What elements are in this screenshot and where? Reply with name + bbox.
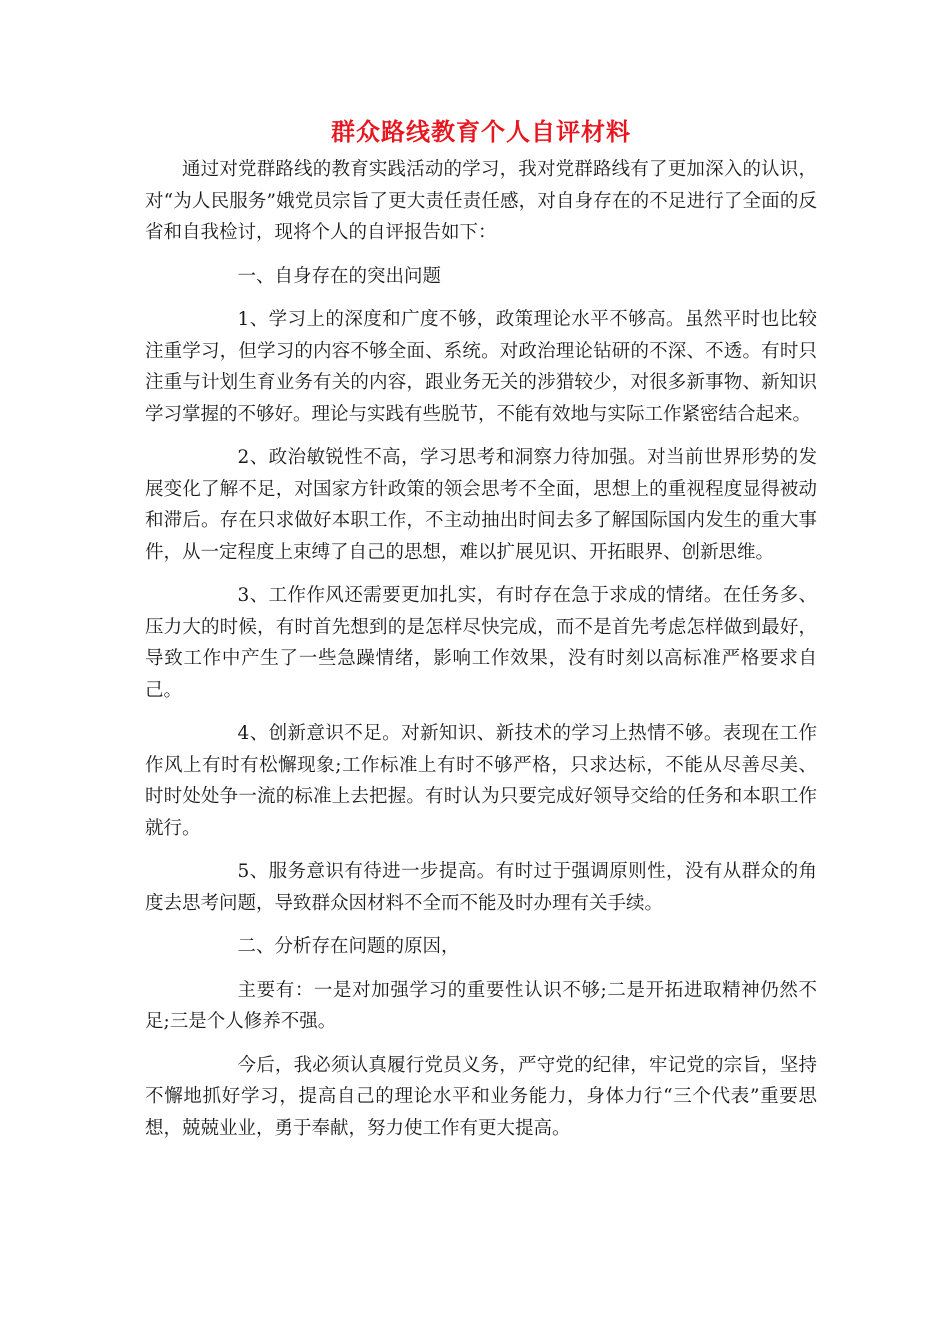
document-page xyxy=(145,112,817,1156)
paragraph-causes: 主要有：一是对加强学习的重要性认识不够;二是开拓进取精神仍然不足;三是个人修养不强。 xyxy=(145,979,817,1032)
paragraph-conclusion: 今后，我必须认真履行党员义务，严守党的纪律，牢记党的宗旨，坚持不懈地抓好学习，提高自己的理论水平和业务能力，身体力行“三个代表”重要思想，兢兢业业，勇于奉献，努力使工作有更大提高。 xyxy=(145,1054,817,1139)
paragraph-problem-2: 2、政治敏锐性不高，学习思考和洞察力待加强。对当前世界形势的发展变化了解不足，对国家方针政策的领会思考不全面，思想上的重视程度显得被动和滞后。存在只求做好本职工作，不主动抽出时间去多了解国际国内发生的重大事件，从一定程度上束缚了自己的思想，难以扩展见识、开拓眼界、创新思维。 xyxy=(145,447,817,563)
document-title: 群众路线教育个人自评材料 xyxy=(331,118,631,146)
paragraph-intro: 通过对党群路线的教育实践活动的学习，我对党群路线有了更加深入的认识，对“为人民服务”娥党员宗旨了更大责任责任感，对自身存在的不足进行了全面的反省和自我检讨，现将个人的自评报告如下： xyxy=(145,159,817,243)
paragraph-problem-1: 1、学习上的深度和广度不够，政策理论水平不够高。虽然平时也比较注重学习，但学习的内容不够全面、系统。对政治理论钻研的不深、不透。有时只注重与计划生育业务有关的内容，跟业务无关的涉猎较少，对很多新事物、新知识学习掌握的不够好。理论与实践有些脱节，不能有效地与实际工作紧密结合起来。 xyxy=(145,309,817,425)
paragraph-problem-3: 3、工作作风还需要更加扎实，有时存在急于求成的情绪。在任务多、压力大的时候，有时首先想到的是怎样尽快完成，而不是首先考虑怎样做到最好，导致工作中产生了一些急躁情绪，影响工作效果，没有时刻以高标准严格要求自己。 xyxy=(145,585,817,701)
section-heading-causes: 二、分析存在问题的原因， xyxy=(237,936,460,957)
paragraph-problem-5: 5、服务意识有待进一步提高。有时过于强调原则性，没有从群众的角度去思考问题，导致群众因材料不全而不能及时办理有关手续。 xyxy=(145,861,817,914)
section-heading-problems: 一、自身存在的突出问题 xyxy=(237,265,442,287)
paragraph-problem-4: 4、创新意识不足。对新知识、新技术的学习上热情不够。表现在工作作风上有时有松懈现象;工作标准上有时不够严格，只求达标，不能从尽善尽美、时时处处争一流的标准上去把握。有时认为只要完成好领导交给的任务和本职工作就行。 xyxy=(145,723,817,839)
